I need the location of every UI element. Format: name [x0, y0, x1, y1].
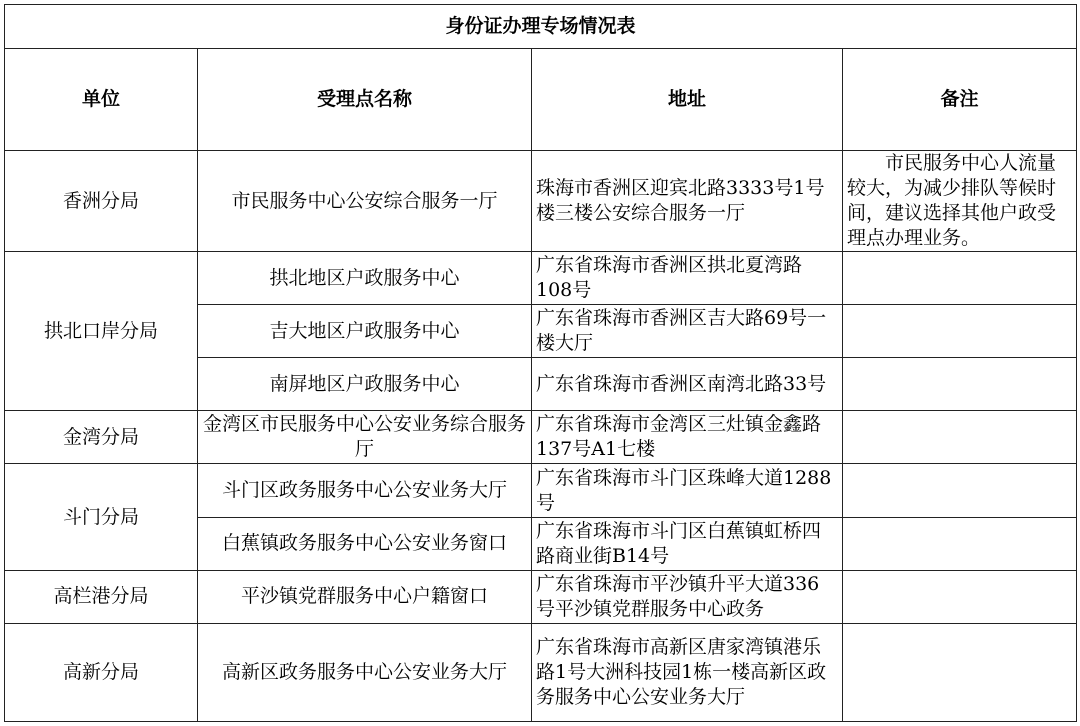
site-name-cell: 高新区政务服务中心公安业务大厅 [198, 623, 532, 721]
table-row [5, 570, 1077, 623]
address-cell: 广东省珠海市斗门区珠峰大道1288号 [532, 464, 843, 517]
header-row [5, 49, 1077, 151]
table-row [5, 623, 1077, 721]
table-row [5, 252, 1077, 305]
site-name-cell: 南屏地区户政服务中心 [198, 358, 532, 411]
note-cell [843, 252, 1077, 305]
note-cell: 市民服务中心人流量较大，为减少排队等候时间，建议选择其他户政受理点办理业务。 [843, 151, 1077, 252]
unit-cell: 拱北口岸分局 [5, 252, 198, 411]
note-cell [843, 464, 1077, 517]
site-name-cell: 斗门区政务服务中心公安业务大厅 [198, 464, 532, 517]
address-cell: 广东省珠海市香洲区吉大路69号一楼大厅 [532, 305, 843, 358]
note-cell [843, 411, 1077, 464]
table-row [5, 411, 1077, 464]
site-name-cell: 吉大地区户政服务中心 [198, 305, 532, 358]
address-cell: 珠海市香洲区迎宾北路3333号1号楼三楼公安综合服务一厅 [532, 151, 843, 252]
site-name-cell: 白蕉镇政务服务中心公安业务窗口 [198, 517, 532, 570]
address-cell: 广东省珠海市高新区唐家湾镇港乐路1号大洲科技园1栋一楼高新区政务服务中心公安业务大厅 [532, 623, 843, 721]
table-row [5, 464, 1077, 517]
note-cell [843, 570, 1077, 623]
title-row [5, 5, 1077, 49]
address-cell: 广东省珠海市香洲区拱北夏湾路108号 [532, 252, 843, 305]
address-cell: 广东省珠海市平沙镇升平大道336号平沙镇党群服务中心政务 [532, 570, 843, 623]
header-site-name: 受理点名称 [198, 49, 532, 151]
site-name-cell: 金湾区市民服务中心公安业务综合服务厅 [198, 411, 532, 464]
table-title: 身份证办理专场情况表 [5, 5, 1077, 49]
address-cell: 广东省珠海市金湾区三灶镇金鑫路137号A1七楼 [532, 411, 843, 464]
header-address: 地址 [532, 49, 843, 151]
note-cell [843, 623, 1077, 721]
unit-cell: 高新分局 [5, 623, 198, 721]
address-cell: 广东省珠海市斗门区白蕉镇虹桥四路商业街B14号 [532, 517, 843, 570]
site-name-cell: 平沙镇党群服务中心户籍窗口 [198, 570, 532, 623]
site-name-cell: 拱北地区户政服务中心 [198, 252, 532, 305]
header-note: 备注 [843, 49, 1077, 151]
note-cell [843, 305, 1077, 358]
note-cell [843, 517, 1077, 570]
unit-cell: 金湾分局 [5, 411, 198, 464]
table-row [5, 151, 1077, 252]
unit-cell: 斗门分局 [5, 464, 198, 570]
id-card-service-table [4, 4, 1077, 722]
site-name-cell: 市民服务中心公安综合服务一厅 [198, 151, 532, 252]
unit-cell: 香洲分局 [5, 151, 198, 252]
unit-cell: 高栏港分局 [5, 570, 198, 623]
address-cell: 广东省珠海市香洲区南湾北路33号 [532, 358, 843, 411]
header-unit: 单位 [5, 49, 198, 151]
note-cell [843, 358, 1077, 411]
